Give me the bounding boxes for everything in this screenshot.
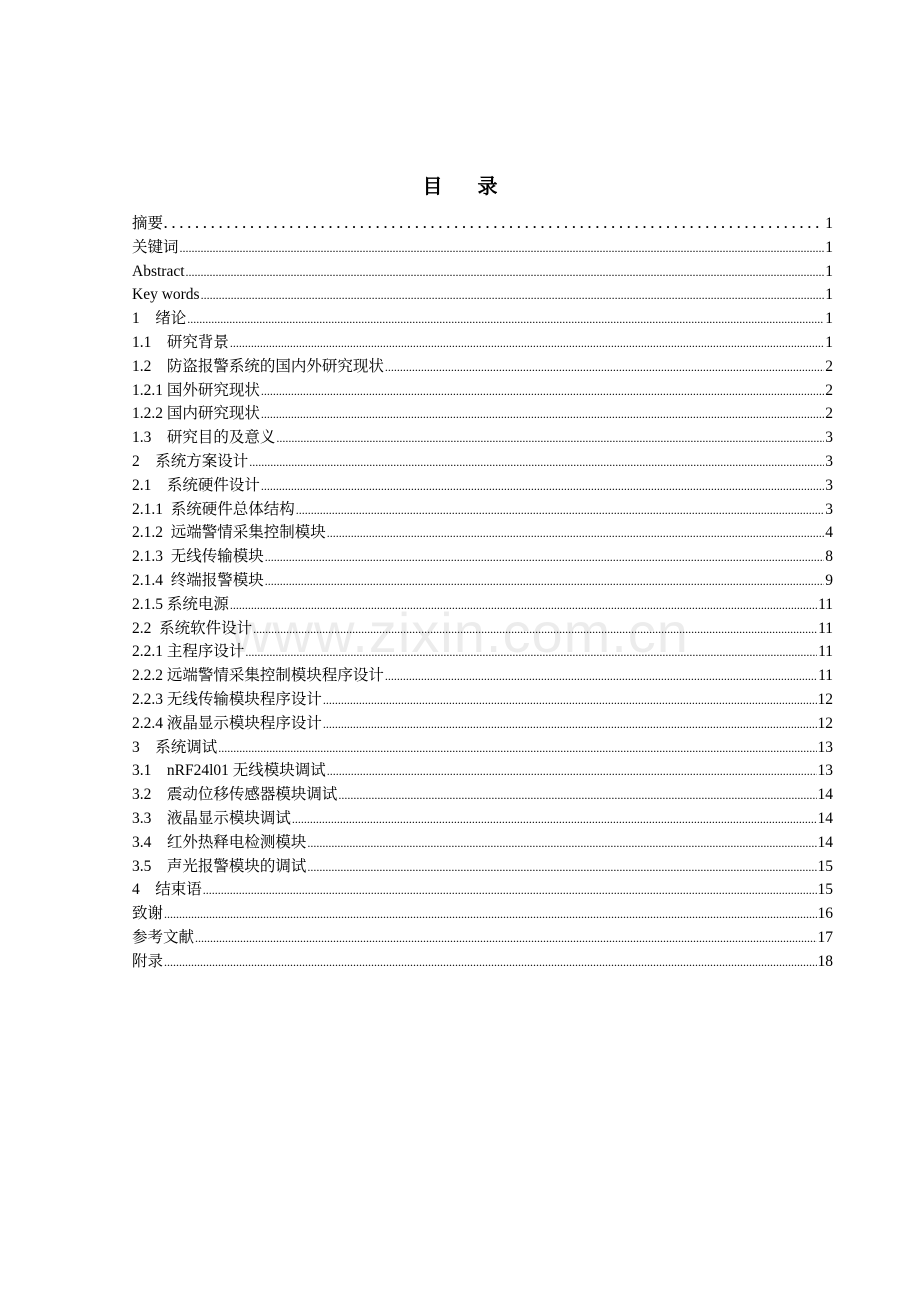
toc-entry-label: 1 绪论 (132, 310, 187, 328)
toc-entry-label: 4 结束语 (132, 881, 202, 899)
toc-entry-page-number: 11 (818, 667, 833, 685)
toc-entry[interactable] (132, 831, 833, 855)
toc-leader-dots (338, 784, 816, 808)
toc-leader-dots (307, 856, 816, 880)
toc-entry-page-number: 8 (825, 548, 833, 566)
toc-entry-label: 2.1.1 系统硬件总体结构 (132, 500, 295, 518)
toc-entry-label: 关键词 (132, 238, 179, 256)
toc-entry-label: 2.2.3 无线传输模块程序设计 (132, 690, 322, 708)
toc-entry-label: 1.1 研究背景 (132, 333, 229, 351)
toc-leader-dots (292, 808, 817, 832)
toc-entry[interactable] (132, 783, 833, 807)
toc-leader-dots (253, 618, 817, 642)
toc-entry[interactable] (132, 759, 833, 783)
toc-entry-page-number: 1 (825, 333, 833, 351)
toc-entry-label: 3.2 震动位移传感器模块调试 (132, 786, 338, 804)
toc-entry-label: 附录 (132, 952, 164, 970)
toc-leader-dots (218, 737, 816, 761)
toc-leader-dots (265, 546, 824, 570)
toc-entry[interactable] (132, 855, 833, 879)
toc-entry-page-number: 1 (825, 215, 833, 232)
toc-entry-page-number: 11 (818, 595, 833, 613)
toc-entry-page-number: 13 (817, 762, 833, 780)
toc-entry[interactable] (132, 283, 833, 307)
toc-entry[interactable] (132, 593, 833, 617)
toc-entry[interactable] (132, 355, 833, 379)
toc-entry-page-number: 3 (825, 500, 833, 518)
toc-entry-page-number: 3 (825, 452, 833, 470)
toc-entry-label: 2.1.3 无线传输模块 (132, 548, 264, 566)
toc-leader-dots (261, 403, 824, 427)
toc-entry[interactable] (132, 236, 833, 260)
toc-entry[interactable] (132, 640, 833, 664)
toc-entry[interactable] (132, 450, 833, 474)
toc-entry[interactable] (132, 688, 833, 712)
toc-leader-dots (230, 594, 817, 618)
toc-entry-label: 1.3 研究目的及意义 (132, 429, 276, 447)
toc-leader-dots (261, 380, 824, 404)
toc-leader-dots (245, 641, 817, 665)
toc-entry-page-number: 18 (817, 952, 833, 970)
toc-entry-label: Abstract (132, 262, 185, 280)
toc-entry[interactable] (132, 950, 833, 974)
toc-entry-page-number: 11 (818, 643, 833, 661)
toc-entry-label: 摘要 (132, 215, 164, 232)
toc-entry-page-number: 1 (825, 286, 833, 304)
toc-entry[interactable] (132, 617, 833, 641)
toc-leader-dots (195, 927, 816, 951)
toc-leader-dots (323, 689, 817, 713)
toc-leader-dots (385, 665, 817, 689)
toc-entry-page-number: 3 (825, 429, 833, 447)
toc-entry-label: 2 系统方案设计 (132, 452, 249, 470)
toc-leader-dots (276, 427, 824, 451)
toc-entry[interactable] (132, 569, 833, 593)
toc-leader-dots (385, 356, 824, 380)
toc-entry[interactable] (132, 926, 833, 950)
toc-leader-dots (323, 713, 817, 737)
toc-entry[interactable] (132, 664, 833, 688)
toc-entry[interactable] (132, 260, 833, 284)
toc-entry[interactable] (132, 379, 833, 403)
toc-entry[interactable] (132, 426, 833, 450)
toc-entry-page-number: 12 (817, 690, 833, 708)
toc-entry-label: 致谢 (132, 905, 164, 923)
toc-list (132, 212, 833, 974)
toc-entry-label: 3 系统调试 (132, 738, 218, 756)
toc-entry-label: 1.2.2 国内研究现状 (132, 405, 260, 423)
toc-leader-dots (261, 475, 824, 499)
toc-entry-page-number: 12 (817, 714, 833, 732)
toc-leader-dots (164, 951, 816, 975)
toc-entry-label: 3.4 红外热释电检测模块 (132, 833, 307, 851)
toc-entry[interactable] (132, 902, 833, 926)
toc-entry-page-number: 1 (825, 310, 833, 328)
toc-entry-label: 2.1.5 系统电源 (132, 595, 229, 613)
toc-leader-dots (327, 760, 817, 784)
toc-entry[interactable] (132, 878, 833, 902)
toc-leader-dots (186, 261, 825, 285)
toc-entry-page-number: 15 (817, 881, 833, 899)
toc-entry[interactable] (132, 331, 833, 355)
toc-leader-dots (164, 903, 816, 927)
toc-entry-label: 1.2 防盗报警系统的国内外研究现状 (132, 357, 384, 375)
toc-entry-page-number: 11 (818, 619, 833, 637)
toc-leader-dots (307, 832, 816, 856)
toc-leader-dots (296, 499, 824, 523)
toc-entry-label: 2.2 系统软件设计 (132, 619, 253, 637)
toc-entry-label: 3.5 声光报警模块的调试 (132, 857, 307, 875)
toc-entry-page-number: 3 (825, 476, 833, 494)
toc-leader-dots (164, 212, 824, 236)
toc-entry[interactable] (132, 402, 833, 426)
toc-entry-page-number: 1 (825, 238, 833, 256)
toc-entry-label: Key words (132, 286, 200, 304)
toc-entry-page-number: 14 (817, 786, 833, 804)
toc-leader-dots (180, 237, 825, 261)
toc-entry[interactable] (132, 498, 833, 522)
toc-leader-dots (230, 332, 824, 356)
toc-entry[interactable] (132, 545, 833, 569)
toc-entry-label: 2.1.4 终端报警模块 (132, 571, 264, 589)
toc-entry-label: 2.1 系统硬件设计 (132, 476, 260, 494)
toc-entry-page-number: 17 (817, 928, 833, 946)
toc-entry[interactable] (132, 521, 833, 545)
toc-entry[interactable] (132, 212, 833, 236)
toc-leader-dots (265, 570, 824, 594)
toc-entry[interactable] (132, 307, 833, 331)
toc-entry-label: 2.1.2 远端警情采集控制模块 (132, 524, 326, 542)
toc-leader-dots (187, 308, 824, 332)
toc-entry[interactable] (132, 474, 833, 498)
toc-entry-label: 1.2.1 国外研究现状 (132, 381, 260, 399)
toc-entry-page-number: 2 (825, 381, 833, 399)
toc-title: 目 录 (422, 174, 512, 198)
toc-entry-page-number: 13 (817, 738, 833, 756)
toc-leader-dots (327, 522, 824, 546)
toc-entry-page-number: 1 (825, 262, 833, 280)
toc-entry-label: 2.2.4 液晶显示模块程序设计 (132, 714, 322, 732)
toc-entry-page-number: 2 (825, 405, 833, 423)
toc-leader-dots (201, 284, 825, 308)
toc-entry-label: 参考文献 (132, 928, 195, 946)
toc-entry-label: 2.2.2 远端警情采集控制模块程序设计 (132, 667, 384, 685)
toc-leader-dots (249, 451, 824, 475)
toc-entry-page-number: 16 (817, 905, 833, 923)
toc-entry-label: 2.2.1 主程序设计 (132, 643, 245, 661)
toc-leader-dots (203, 879, 817, 903)
toc-entry-page-number: 2 (825, 357, 833, 375)
watermark: www.zixin.com.cn (231, 601, 689, 664)
toc-entry-label: 3.3 液晶显示模块调试 (132, 809, 291, 827)
toc-entry-page-number: 14 (817, 809, 833, 827)
toc-entry-label: 3.1 nRF24l01 无线模块调试 (132, 762, 326, 780)
toc-entry-page-number: 4 (825, 524, 833, 542)
toc-entry-page-number: 9 (825, 571, 833, 589)
toc-entry[interactable] (132, 712, 833, 736)
toc-entry-page-number: 14 (817, 833, 833, 851)
toc-entry[interactable] (132, 736, 833, 760)
toc-entry-page-number: 15 (817, 857, 833, 875)
toc-entry[interactable] (132, 807, 833, 831)
